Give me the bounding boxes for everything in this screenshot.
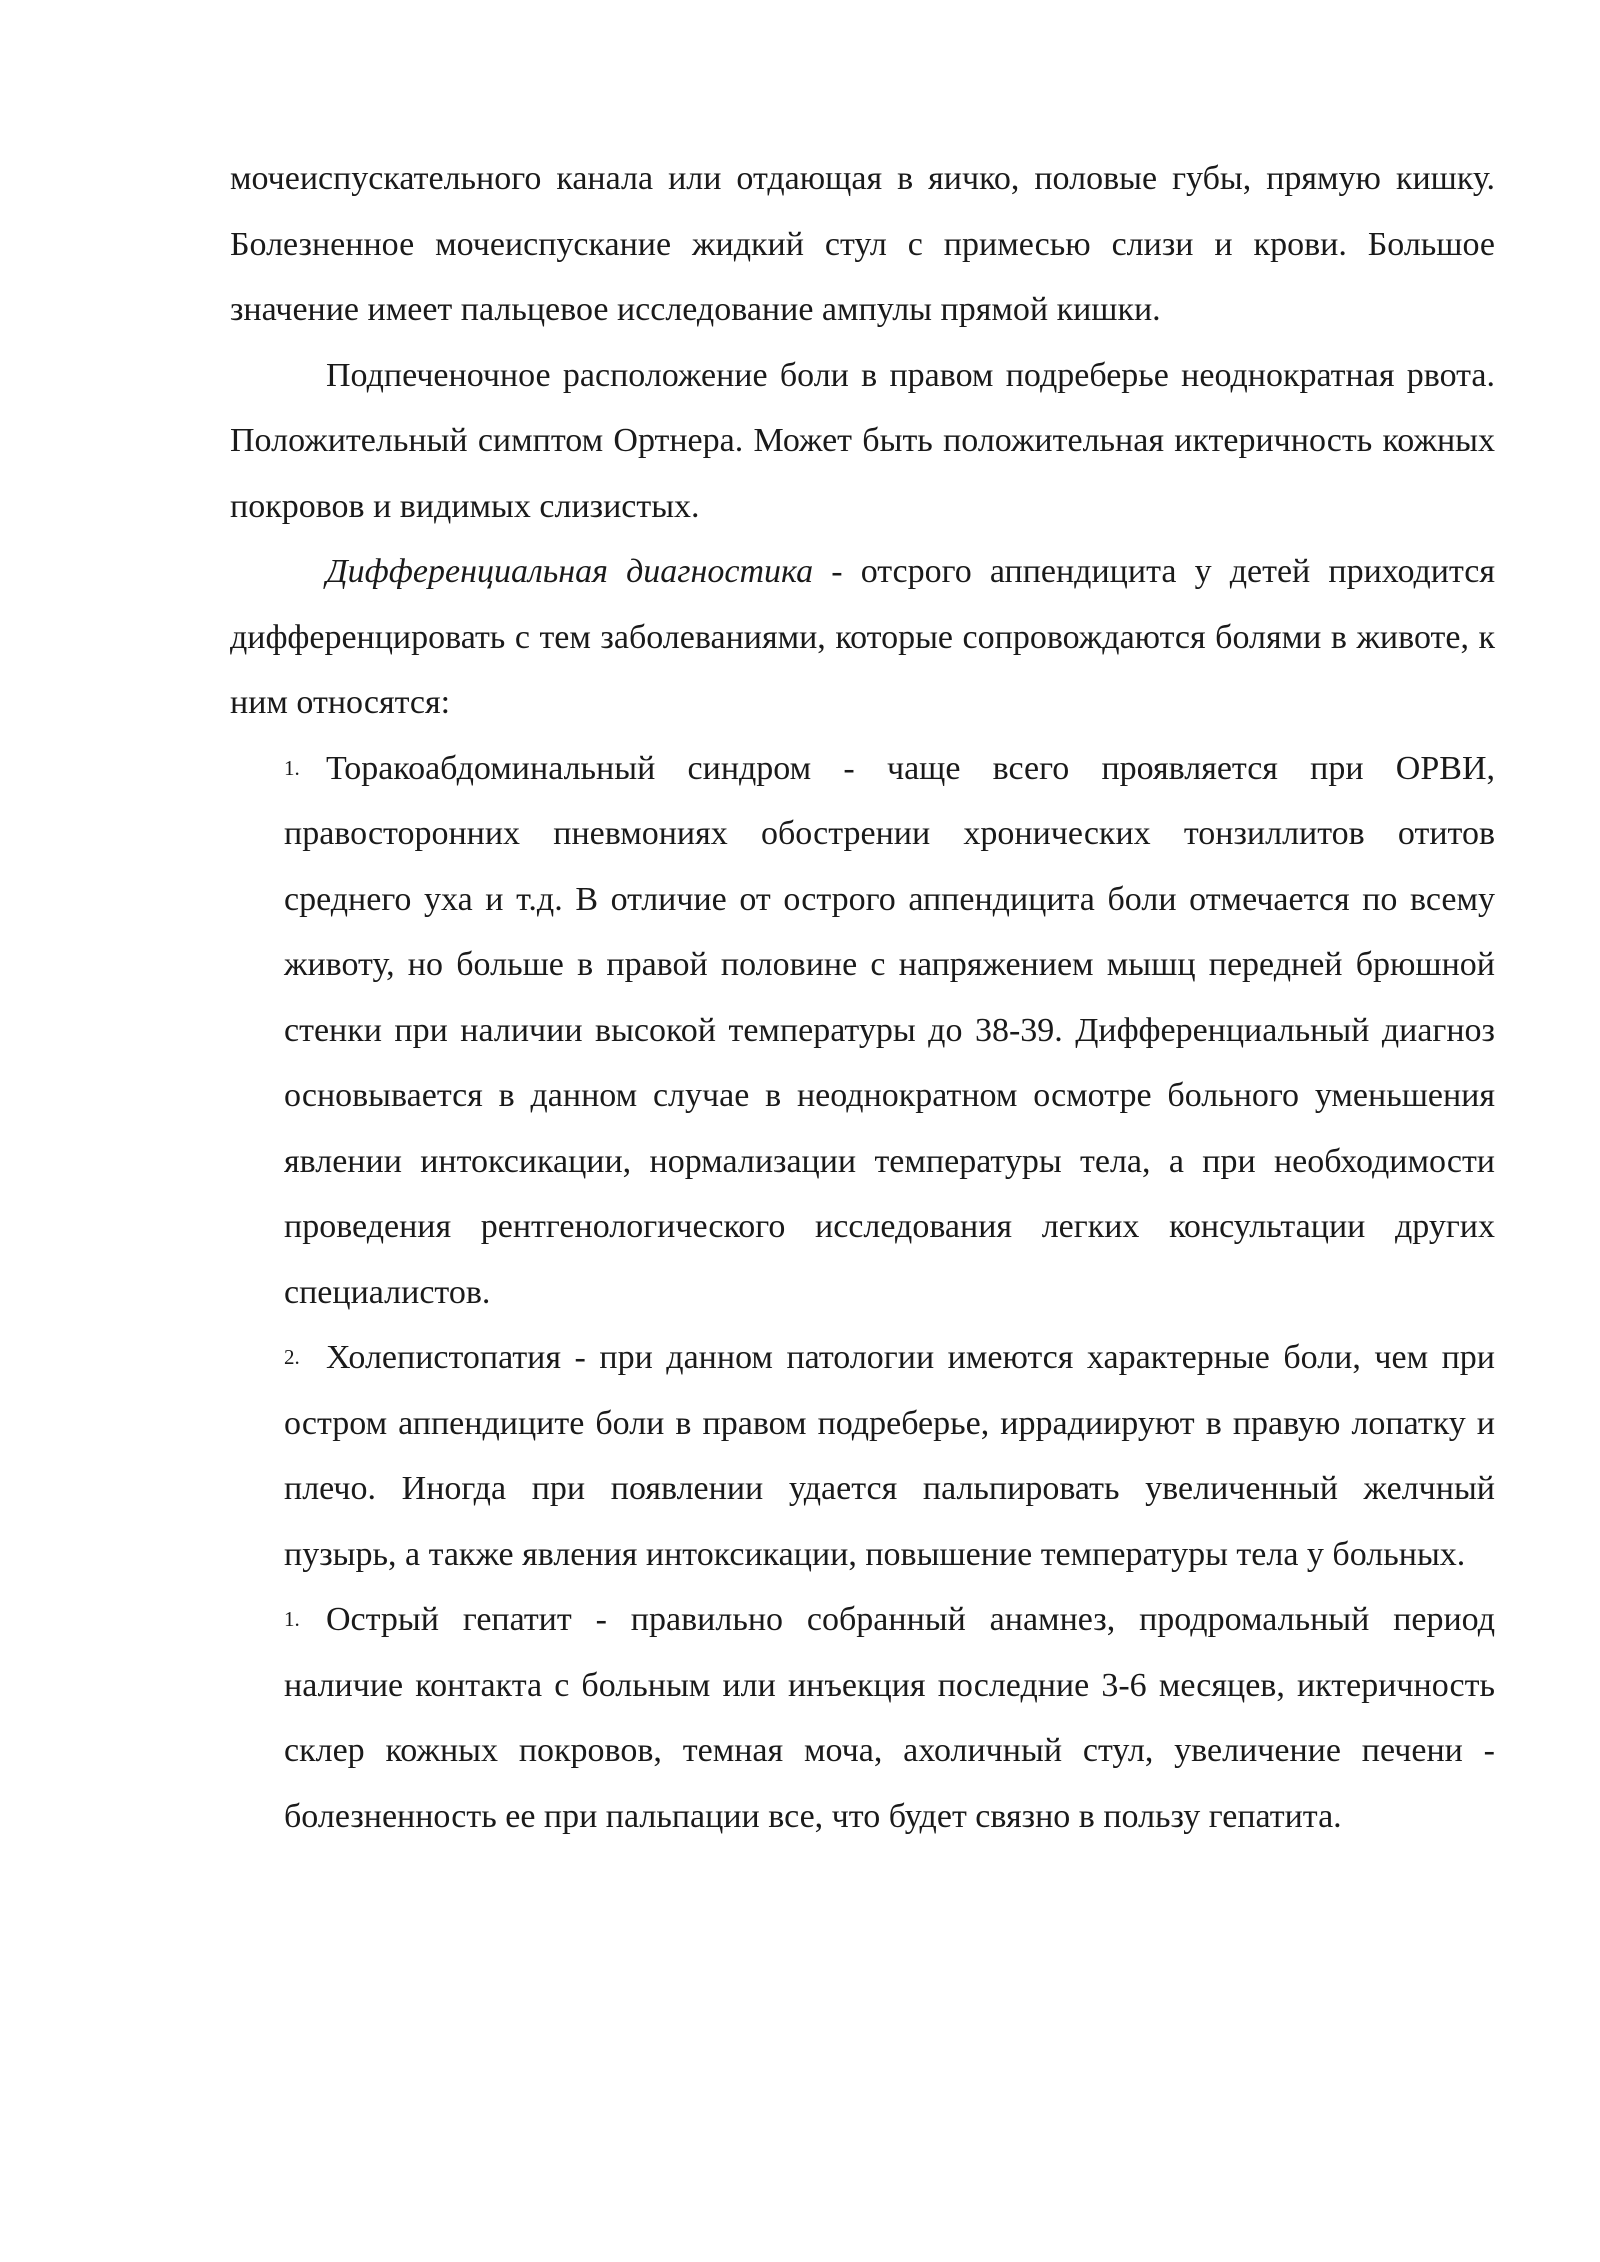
list-item-text: Холепистопатия - при данном патологии имеются характерные боли, чем при остром аппендиците боли в правом подреберье, иррадиируют в правую лопатку и плечо. Иногда при появлении удается пальпировать увеличенный желчный пузырь, а также явления интоксикации, повышение температуры тела у больных. — [284, 1339, 1495, 1573]
paragraph-continuation: мочеиспускательного канала или отдающая в яичко, половые губы, прямую кишку. Болезненное мочеиспускание жидкий стул с примесью слизи и крови. Большое значение имеет пальцевое исследование ампулы прямой кишки. — [230, 160, 1495, 328]
list-item-text: Острый гепатит - правильно собранный анамнез, продромальный период наличие контакта с больным или инъекция последние 3-6 месяцев, иктеричность склер кожных покровов, темная моча, ахоличный стул, увеличение печени - болезненность ее при пальпации все, что будет связно в пользу гепатита. — [284, 1601, 1495, 1835]
document-body — [230, 146, 1495, 1849]
list-item-text: Торакоабдоминальный синдром - чаще всего проявляется при ОРВИ, правосторонних пневмониях обострении хронических тонзиллитов отитов среднего уха и т.д. В отличие от острого аппендицита боли отмечается по всему животу, но больше в правой половине с напряжением мышц передней брюшной стенки при наличии высокой температуры до 38-39. Дифференциальный диагноз основывается в данном случае в неоднократном осмотре больного уменьшения явлении интоксикации, нормализации температуры тела, а при необходимости проведения рентгенологического исследования легких консультации других специалистов. — [284, 749, 1495, 1311]
paragraph-subhepatic: Подпеченочное расположение боли в правом подреберье неоднократная рвота. Положительный симптом Ортнера. Может быть положительная иктеричность кожных покровов и видимых слизистых. — [230, 356, 1495, 525]
list-item — [230, 1325, 1495, 1587]
list-item-number: 1. — [284, 755, 300, 780]
differential-diagnosis-heading: Дифференциальная диагностика — [326, 553, 814, 590]
paragraph-differential — [230, 539, 1495, 736]
list-item — [230, 1587, 1495, 1849]
list-item — [230, 736, 1495, 1326]
list-item-number: 1. — [284, 1607, 300, 1631]
differential-diagnosis-text: - отсрого аппендицита у детей приходится дифференцировать с тем заболеваниями, которые сопровождаются болями в животе, к ним относятся: — [230, 553, 1495, 721]
list-item-number: 2. — [284, 1345, 300, 1369]
